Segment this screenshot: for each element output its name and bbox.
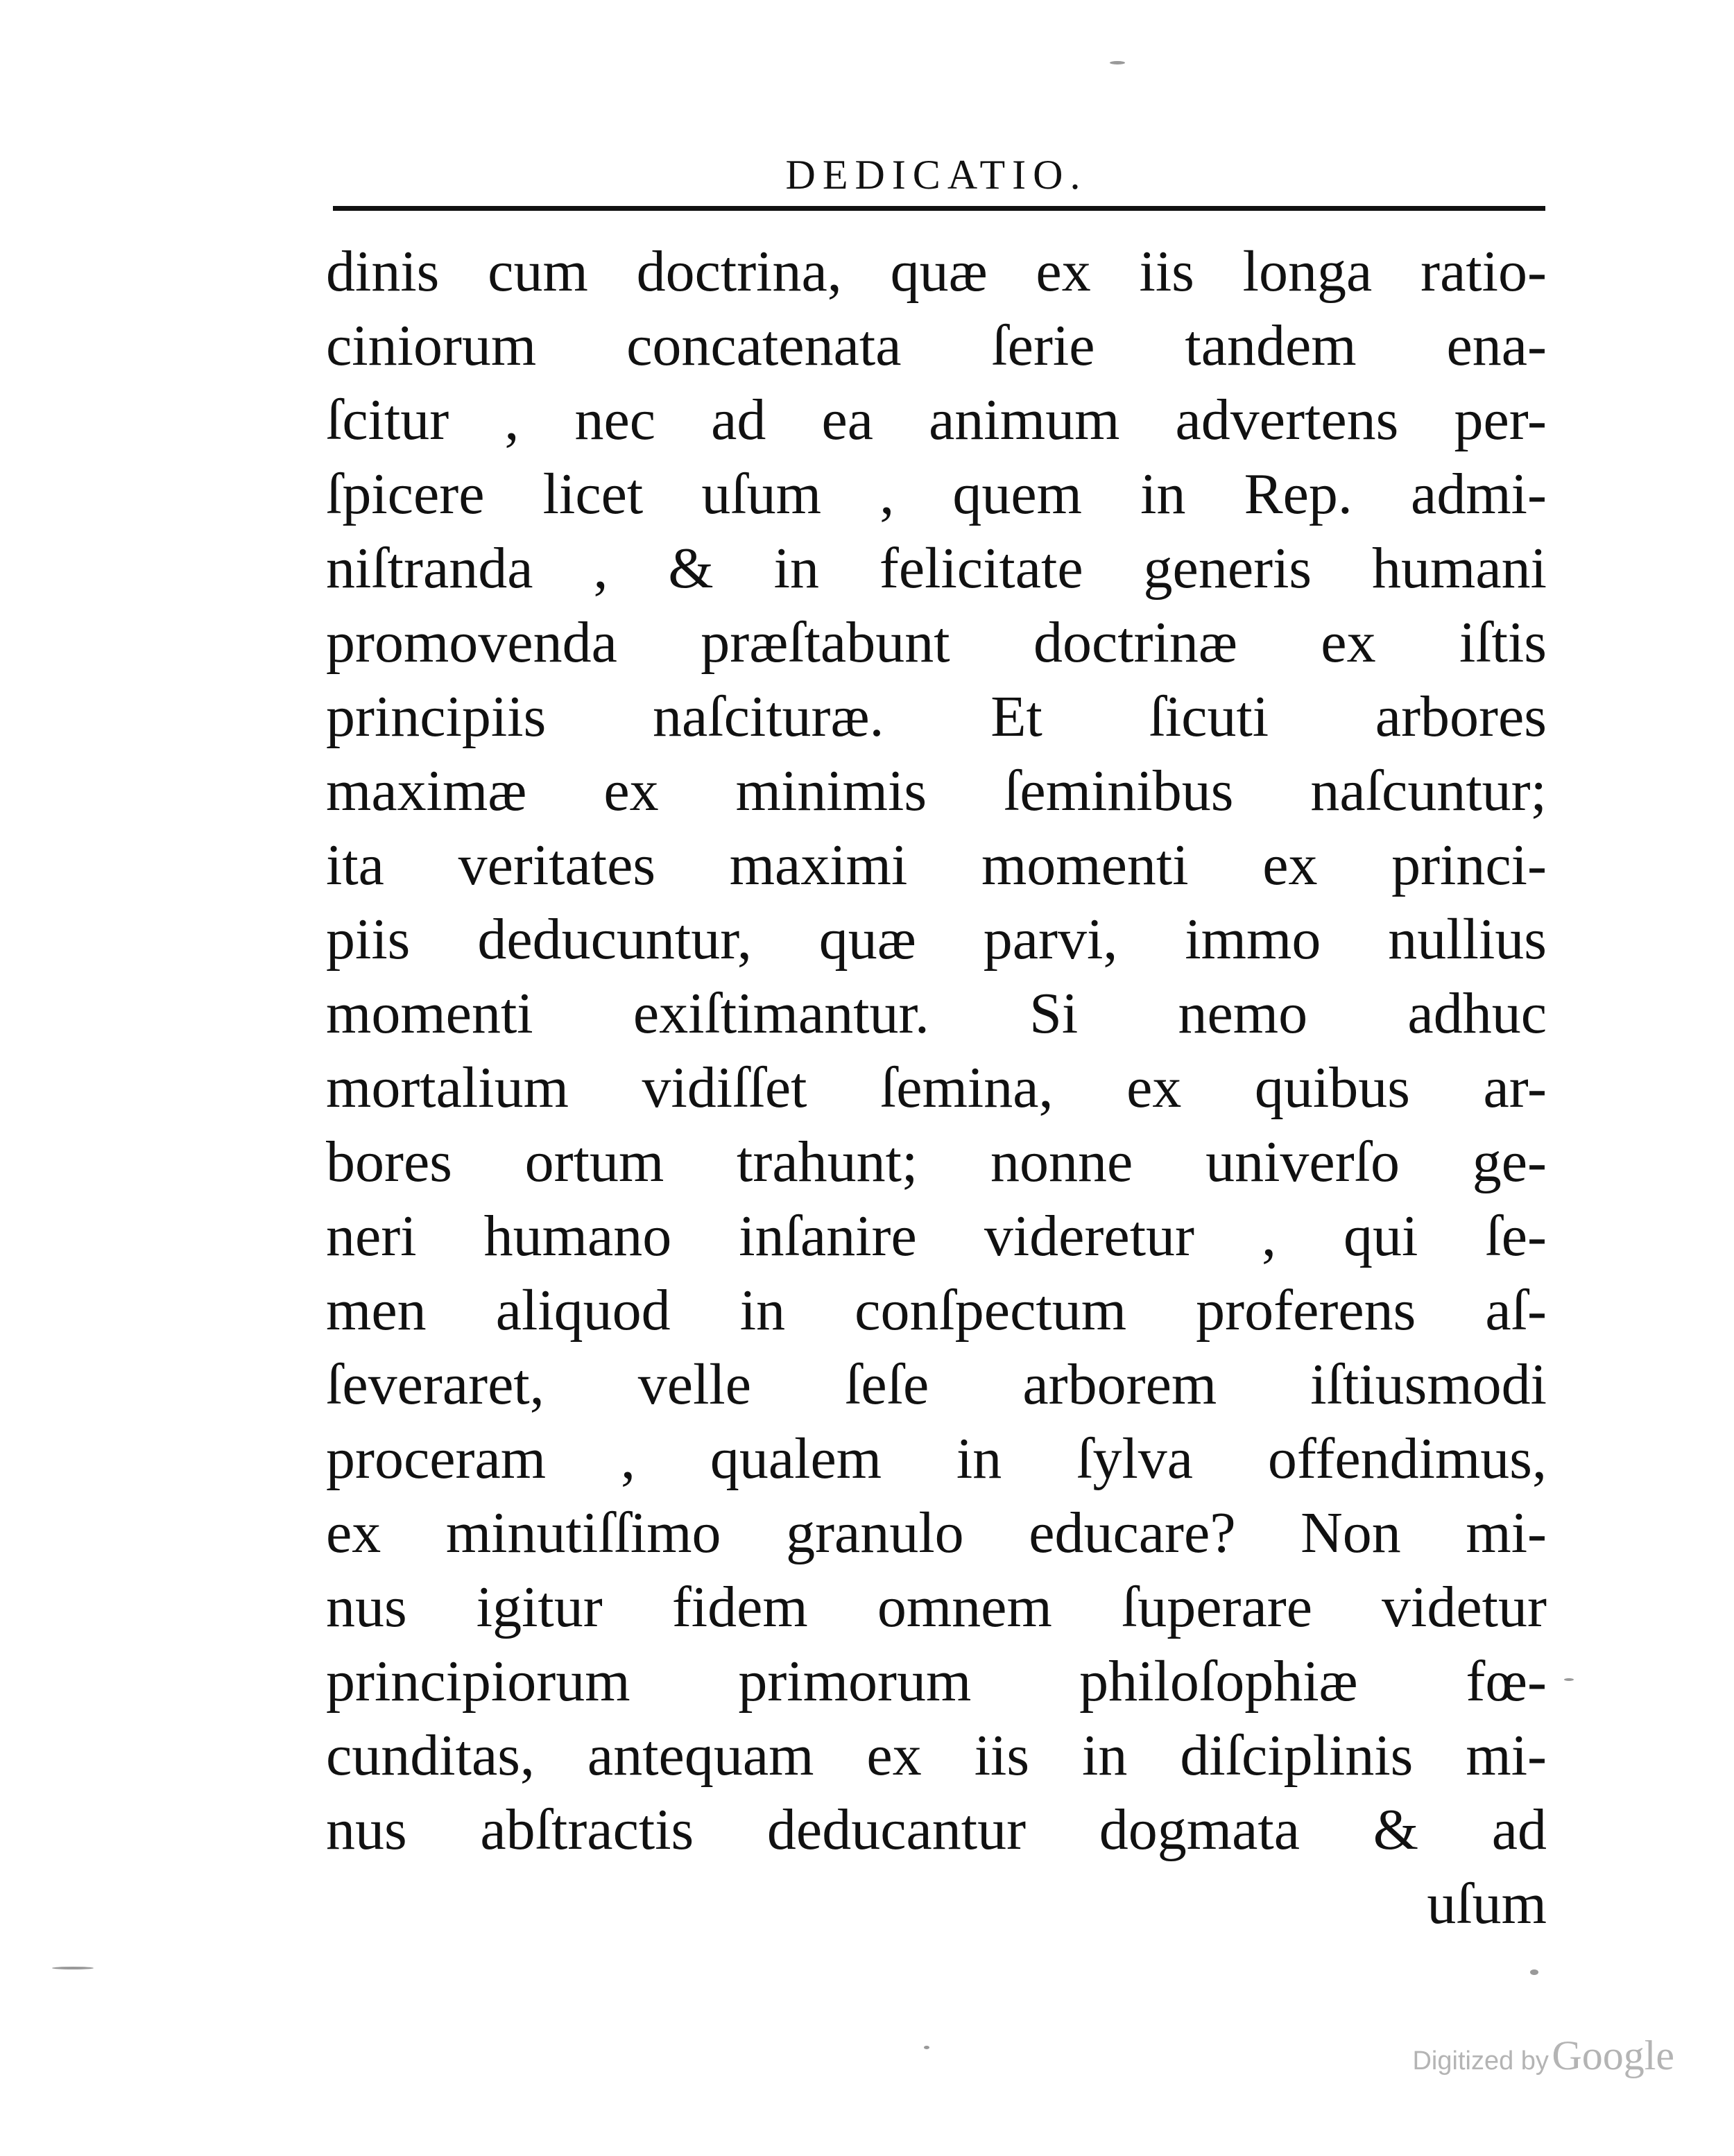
text-line: principiorum primorum philoſophiæ fœ- bbox=[326, 1649, 1547, 1714]
text-line: neri humano inſanire videretur , qui ſe- bbox=[326, 1204, 1547, 1268]
text-line: promovenda præſtabunt doctrinæ ex iſtis bbox=[326, 610, 1547, 675]
digitized-watermark bbox=[1412, 2032, 1674, 2080]
text-line: men aliquod in conſpectum proferens aſ- bbox=[326, 1278, 1547, 1343]
google-logo: Google bbox=[1552, 2033, 1674, 2078]
text-line: proceram , qualem in ſylva offendimus, bbox=[326, 1426, 1547, 1491]
text-line: ſpicere licet uſum , quem in Rep. admi- bbox=[326, 462, 1547, 526]
text-line: principiis naſcituræ. Et ſicuti arbores bbox=[326, 684, 1547, 749]
scan-speck bbox=[1110, 61, 1125, 64]
text-line: momenti exiſtimantur. Si nemo adhuc bbox=[326, 981, 1547, 1046]
text-line: niſtranda , & in felicitate generis humani bbox=[326, 536, 1547, 601]
text-line: ſcitur , nec ad ea animum advertens per- bbox=[326, 388, 1547, 452]
catchword: uſum bbox=[1427, 1872, 1547, 1936]
running-head: DEDICATIO. bbox=[785, 152, 1088, 198]
scan-speck bbox=[52, 1967, 94, 1969]
header-rule bbox=[333, 206, 1545, 211]
watermark-prefix: Digitized by bbox=[1412, 2046, 1549, 2076]
text-line: mortalium vidiſſet ſemina, ex quibus ar- bbox=[326, 1055, 1547, 1120]
text-line: ita veritates maximi momenti ex princi- bbox=[326, 833, 1547, 897]
text-line: ex minutiſſimo granulo educare? Non mi- bbox=[326, 1501, 1547, 1565]
text-line: bores ortum trahunt; nonne univerſo ge- bbox=[326, 1130, 1547, 1194]
text-line: nus abſtractis deducantur dogmata & ad bbox=[326, 1797, 1547, 1862]
text-line: piis deducuntur, quæ parvi, immo nullius bbox=[326, 907, 1547, 972]
text-line: ſeveraret, velle ſeſe arborem iſtiusmodi bbox=[326, 1352, 1547, 1417]
text-line: maximæ ex minimis ſeminibus naſcuntur; bbox=[326, 759, 1547, 823]
text-line: ciniorum concatenata ſerie tandem ena- bbox=[326, 313, 1547, 378]
text-line: nus igitur fidem omnem ſuperare videtur bbox=[326, 1575, 1547, 1639]
text-line: cunditas, antequam ex iis in diſciplinis mi- bbox=[326, 1723, 1547, 1788]
scan-speck bbox=[1564, 1678, 1574, 1681]
scan-speck bbox=[1530, 1969, 1538, 1975]
body-text bbox=[326, 234, 1547, 1941]
scan-speck bbox=[924, 2046, 929, 2049]
text-line: dinis cum doctrina, quæ ex iis longa ratio- bbox=[326, 239, 1547, 304]
